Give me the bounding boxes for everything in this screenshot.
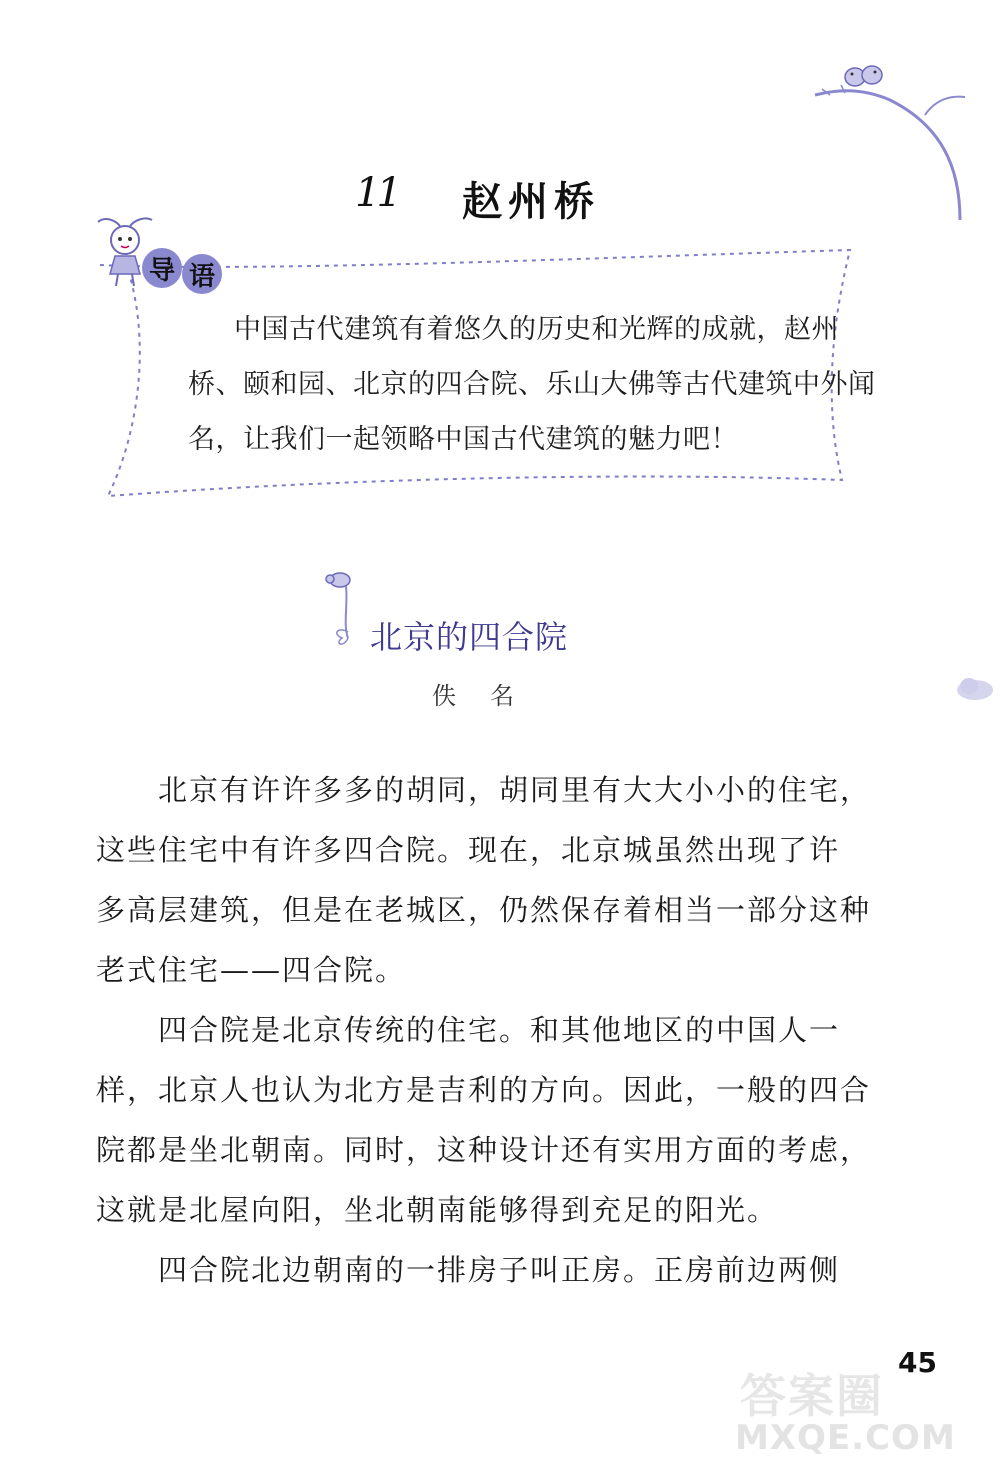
watermark-url: MXQE.COM bbox=[735, 1418, 956, 1458]
watermark-logo: 答案圈 bbox=[740, 1369, 884, 1423]
guide-line: 名，让我们一起领略中国古代建筑的魅力吧！ bbox=[188, 424, 738, 455]
author: 佚名 bbox=[432, 682, 548, 710]
branch-birds-decoration bbox=[810, 55, 980, 230]
guide-badge-char: 导 bbox=[142, 248, 182, 288]
body-line: 四合院是北京传统的住宅。和其他地区的中国人一 bbox=[158, 1013, 841, 1047]
body-line: 这就是北屋向阳，坐北朝南能够得到充足的阳光。 bbox=[96, 1193, 779, 1227]
reading-title: 北京的四合院 bbox=[370, 618, 569, 656]
guide-badge bbox=[138, 248, 234, 292]
cloud-decoration bbox=[955, 676, 995, 702]
body-line: 老式住宅——四合院。 bbox=[96, 953, 407, 987]
body-line: 院都是坐北朝南。同时，这种设计还有实用方面的考虑， bbox=[96, 1133, 872, 1167]
guide-text bbox=[188, 302, 876, 467]
guide-line: 中国古代建筑有着悠久的历史和光辉的成就，赵州 bbox=[234, 314, 839, 345]
body-line: 四合院北边朝南的一排房子叫正房。正房前边两侧 bbox=[158, 1253, 841, 1287]
body-line: 多高层建筑，但是在老城区，仍然保存着相当一部分这种 bbox=[96, 893, 872, 927]
page-number: 45 bbox=[898, 1346, 937, 1379]
body-text bbox=[96, 760, 872, 1300]
chapter-number: 11 bbox=[355, 170, 398, 216]
body-line: 样，北京人也认为北方是吉利的方向。因此，一般的四合 bbox=[96, 1073, 872, 1107]
body-line: 北京有许许多多的胡同，胡同里有大大小小的住宅， bbox=[158, 773, 872, 807]
body-line: 这些住宅中有许多四合院。现在，北京城虽然出现了许 bbox=[96, 833, 841, 867]
chapter-title: 赵州桥 bbox=[462, 179, 600, 225]
guide-line: 桥、颐和园、北京的四合院、乐山大佛等古代建筑中外闻 bbox=[188, 369, 876, 400]
guide-badge-char: 语 bbox=[182, 254, 222, 294]
